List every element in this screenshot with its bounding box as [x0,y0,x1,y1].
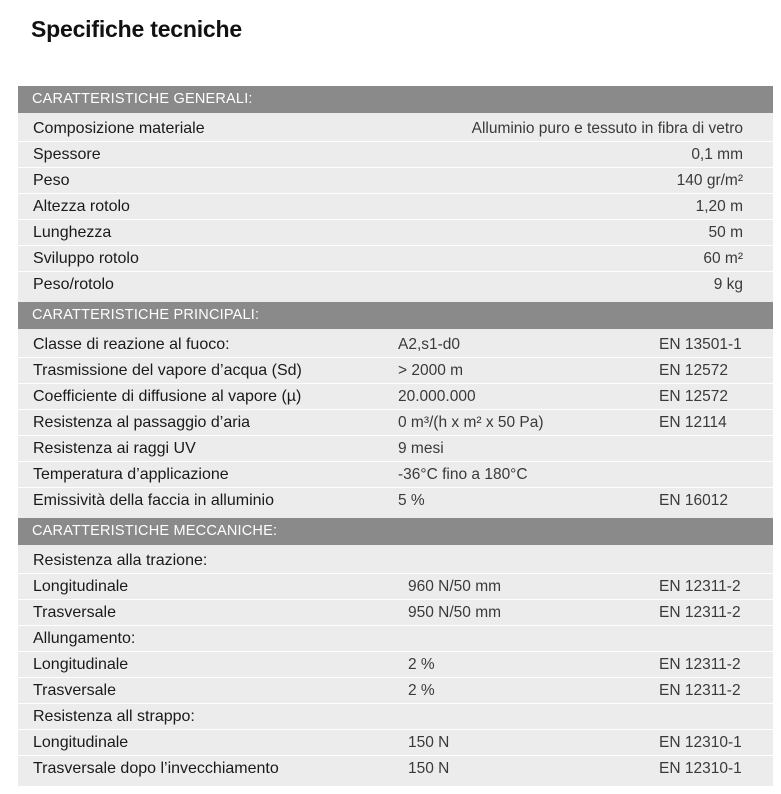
row-value: 1,20 m [695,198,743,215]
row-value: Alluminio puro e tessuto in fibra di vetro [471,120,743,137]
row-value: 5 % [398,492,425,509]
table-row [18,272,773,298]
table-row [18,116,773,142]
row-norm: EN 12572 [659,362,728,379]
row-label: Trasversale [33,604,116,621]
section-header-meccaniche: CARATTERISTICHE MECCANICHE: [18,518,773,545]
row-value: 950 N/50 mm [408,604,502,621]
row-label: Resistenza ai raggi UV [33,440,196,457]
row-norm: EN 12311-2 [659,656,741,673]
section-principali [18,329,773,518]
table-row [18,358,773,384]
row-norm: EN 12311-2 [659,578,741,595]
table-row [18,704,773,730]
section-header-generali: CARATTERISTICHE GENERALI: [18,86,773,113]
row-label: Sviluppo rotolo [33,250,139,267]
row-label: Peso/rotolo [33,276,114,293]
row-label: Longitudinale [33,734,129,751]
table-row [18,652,773,678]
table-row [18,730,773,756]
row-norm: EN 16012 [659,492,728,509]
row-value: 0,1 mm [691,146,743,163]
table-row [18,678,773,704]
row-label: Spessore [33,146,101,163]
row-value: -36°C fino a 180°C [398,466,528,483]
row-value: 9 kg [713,276,743,293]
table-row [18,600,773,626]
row-value: 50 m [708,224,743,241]
table-row [18,410,773,436]
row-norm: EN 12572 [659,388,728,405]
table-row [18,626,773,652]
row-norm: EN 12310-1 [659,734,742,751]
row-value: 2 % [408,656,435,673]
row-label: Trasversale [33,682,116,699]
row-value: 0 m³/(h x m² x 50 Pa) [398,414,544,431]
row-value: A2,s1-d0 [398,336,461,353]
section-generali [18,113,773,302]
table-row [18,384,773,410]
row-value: 150 N [408,734,450,751]
row-label: Resistenza alla trazione: [33,552,208,569]
table-row [18,462,773,488]
row-value: 960 N/50 mm [408,578,502,595]
row-norm: EN 12114 [659,414,727,431]
row-label: Emissività della faccia in alluminio [33,492,274,509]
row-label: Trasmissione del vapore d’acqua (Sd) [33,362,302,379]
row-norm: EN 12311-2 [659,604,741,621]
row-label: Allungamento: [33,630,136,647]
row-label: Temperatura d’applicazione [33,466,229,483]
row-value: 60 m² [703,250,743,267]
table-row [18,220,773,246]
row-label: Longitudinale [33,578,129,595]
table-row [18,332,773,358]
table-row [18,488,773,514]
table-row [18,436,773,462]
row-value: 2 % [408,682,435,699]
row-value: 140 gr/m² [676,172,743,189]
table-row [18,142,773,168]
table-row [18,756,773,782]
row-value: > 2000 m [398,362,464,379]
table-row [18,548,773,574]
row-label: Altezza rotolo [33,198,130,215]
table-row [18,194,773,220]
table-row [18,168,773,194]
spec-table [18,86,773,786]
row-label: Peso [33,172,70,189]
row-label: Trasversale dopo l’invecchiamento [33,760,279,777]
table-row [18,574,773,600]
row-value: 9 mesi [398,440,444,457]
row-label: Coefficiente di diffusione al vapore (µ) [33,388,302,405]
row-norm: EN 12310-1 [659,760,742,777]
row-norm: EN 13501-1 [659,336,742,353]
row-label: Longitudinale [33,656,129,673]
row-label: Classe di reazione al fuoco: [33,336,230,353]
row-label: Resistenza al passaggio d’aria [33,414,251,431]
row-norm: EN 12311-2 [659,682,741,699]
page-title: Specifiche tecniche [31,16,242,42]
row-value: 150 N [408,760,450,777]
table-row [18,246,773,272]
section-header-principali: CARATTERISTICHE PRINCIPALI: [18,302,773,329]
row-label: Resistenza all strappo: [33,708,195,725]
row-value: 20.000.000 [398,388,476,405]
row-label: Composizione materiale [33,120,205,137]
section-meccaniche [18,545,773,786]
row-label: Lunghezza [33,224,112,241]
